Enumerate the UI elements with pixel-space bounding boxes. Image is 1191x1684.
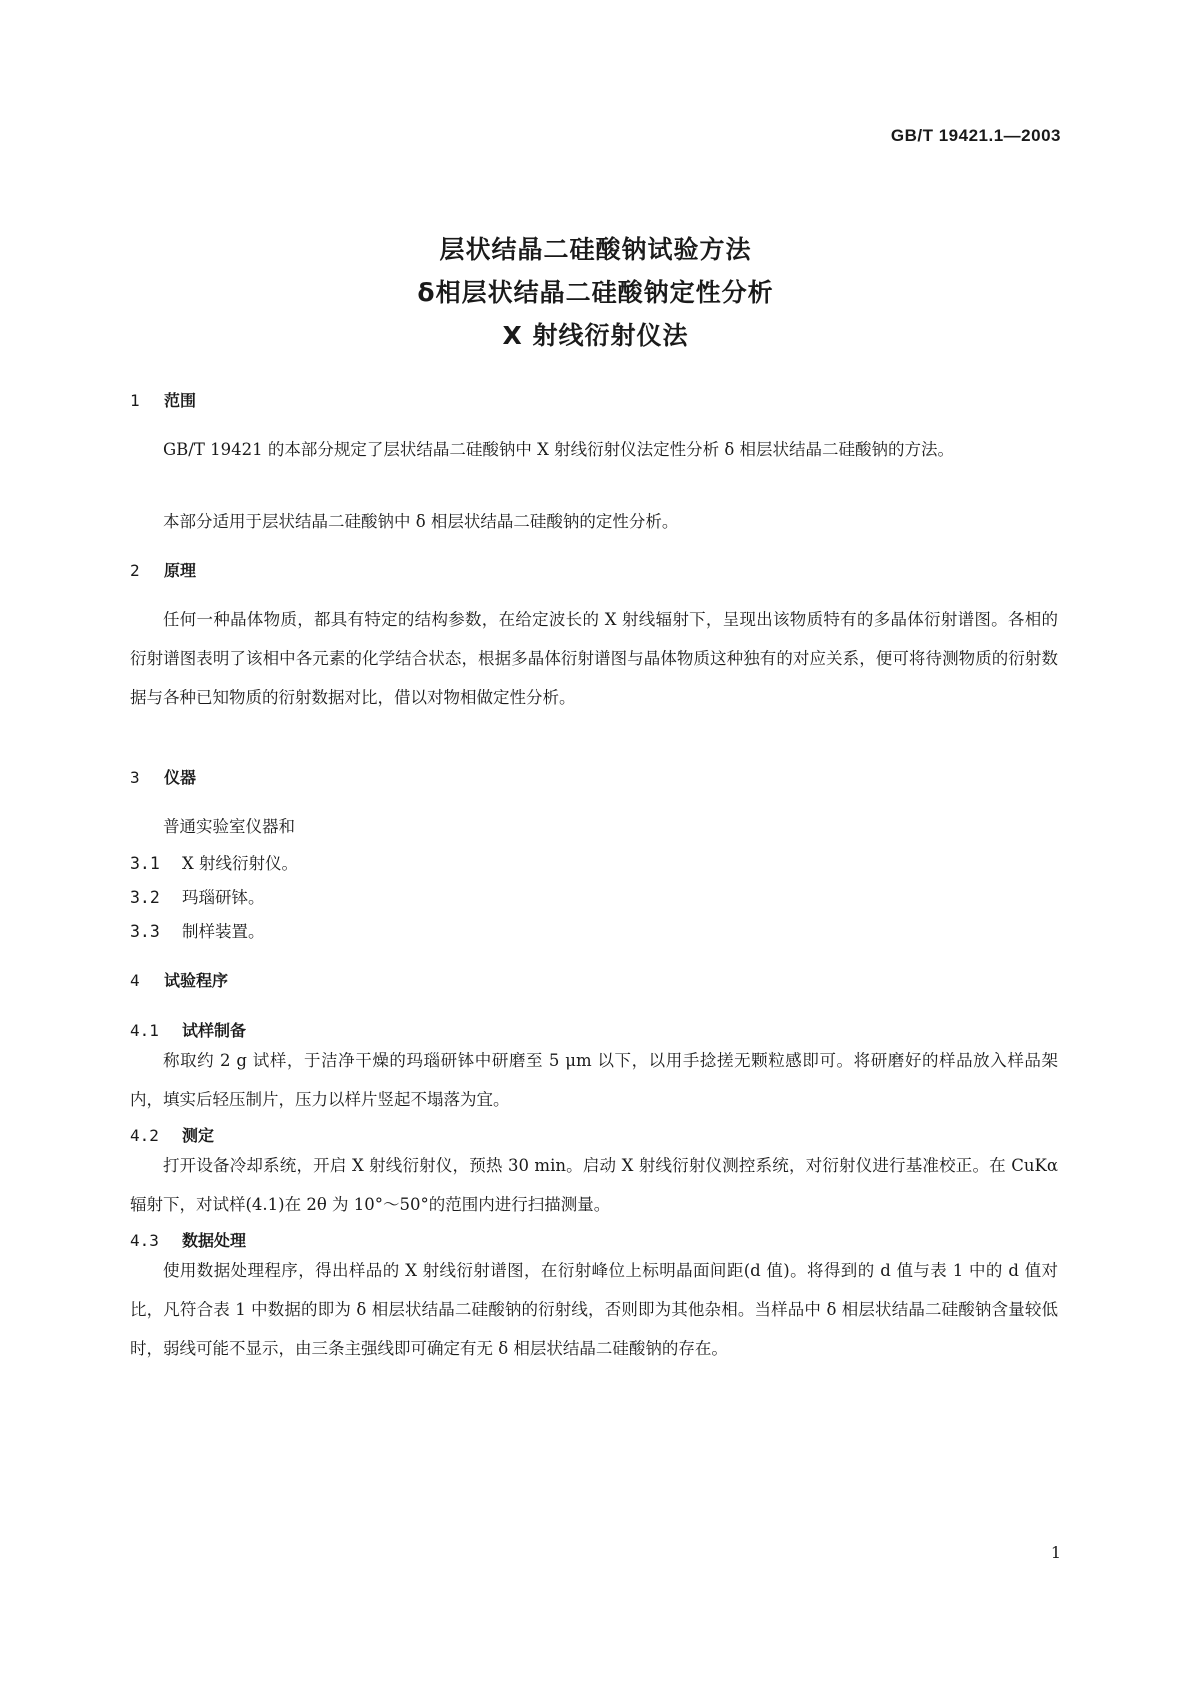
section-1-title: 范围 [164,391,197,410]
subsection-4-1-heading [130,1018,246,1041]
subsection-4-3-heading [130,1228,246,1251]
title-line-2: δ相层状结晶二硅酸钠定性分析 [417,278,774,307]
subsection-4-2-heading [130,1123,214,1146]
section-1-paragraph-2: 本部分适用于层状结晶二硅酸钠中 δ 相层状结晶二硅酸钠的定性分析。 [163,512,679,531]
section-3-item [130,850,298,874]
section-1-heading [130,388,196,411]
section-4-number: 4 [130,971,140,990]
section-4-heading [130,968,228,991]
section-3-intro: 普通实验室仪器和 [163,817,295,836]
section-3-heading [130,765,196,788]
section-3-item [130,884,265,908]
item-text: X 射线衍射仪。 [182,854,298,873]
subsection-4-1-title: 试样制备 [182,1021,247,1040]
section-2-paragraph: 任何一种晶体物质，都具有特定的结构参数，在给定波长的 X 射线辐射下，呈现出该物质特有的多晶体衍射谱图。各相的衍射谱图表明了该相中各元素的化学结合状态，根据多晶体衍射谱图与晶体物质这种独有的对应关系，便可将待测物质的衍射数据与各种已知物质的衍射数据对比，借以对物相做定性分析。 [130,610,1058,707]
subsection-4-2-paragraph: 打开设备冷却系统，开启 X 射线衍射仪，预热 30 min。启动 X 射线衍射仪测控系统，对衍射仪进行基准校正。在 CuKα 辐射下，对试样(4.1)在 2θ 为 10°～50°的范围内进行扫描测量。 [130,1156,1058,1214]
subsection-4-2-title: 测定 [182,1126,215,1145]
section-1-paragraph-1: GB/T 19421 的本部分规定了层状结晶二硅酸钠中 X 射线衍射仪法定性分析 δ 相层状结晶二硅酸钠的方法。 [163,440,955,459]
title-line-1: 层状结晶二硅酸钠试验方法 [439,235,752,264]
document-title [0,228,1191,357]
subsection-4-1-number: 4.1 [130,1021,159,1040]
section-3-title: 仪器 [164,768,197,787]
standard-code: GB/T 19421.1—2003 [890,126,1061,145]
subsection-4-2-number: 4.2 [130,1126,159,1145]
section-2-title: 原理 [164,561,197,580]
section-4-title: 试验程序 [164,971,229,990]
subsection-4-3-paragraph: 使用数据处理程序，得出样品的 X 射线衍射谱图，在衍射峰位上标明晶面间距(d 值)。将得到的 d 值与表 1 中的 d 值对比，凡符合表 1 中数据的即为 δ 相层状结晶二硅酸钠的衍射线，否则即为其他杂相。当样品中 δ 相层状结晶二硅酸钠含量较低时，弱线可能不显示，由三条主强线即可确定有无 δ 相层状结晶二硅酸钠的存在。 [130,1261,1058,1358]
subsection-4-3-title: 数据处理 [182,1231,247,1250]
item-number: 3.1 [130,854,160,873]
section-2-heading [130,558,196,581]
item-number: 3.3 [130,922,160,941]
section-2-number: 2 [130,561,140,580]
section-3-number: 3 [130,768,140,787]
subsection-4-3-number: 4.3 [130,1231,159,1250]
item-text: 制样装置。 [182,922,265,941]
item-number: 3.2 [130,888,160,907]
section-1-number: 1 [130,391,140,410]
page-number: 1 [1050,1543,1061,1562]
title-line-3: X 射线衍射仪法 [502,321,689,350]
item-text: 玛瑙研钵。 [182,888,265,907]
subsection-4-1-paragraph: 称取约 2 g 试样，于洁净干燥的玛瑙研钵中研磨至 5 μm 以下，以用手捻搓无颗粒感即可。将研磨好的样品放入样品架内，填实后轻压制片，压力以样片竖起不塌落为宜。 [130,1051,1058,1109]
section-3-item [130,918,265,942]
